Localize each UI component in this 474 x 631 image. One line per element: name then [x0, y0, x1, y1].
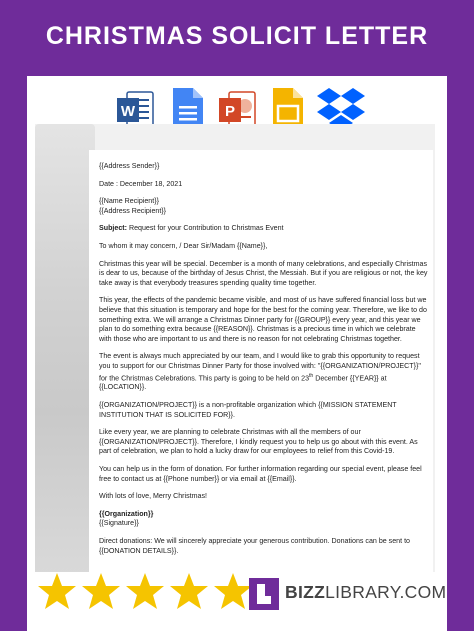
- paragraph-6: You can help us in the form of donation. For further information regarding our special event, please feel free to contact us at {{Phone number}} or via email at {{Email}}.: [99, 465, 422, 483]
- paragraph-3-end: December {{YEAR}} at {{LOCATION}}.: [99, 373, 387, 392]
- paragraph-7: Direct donations: We will sincerely appreciate your generous contribution. Donations can be sent to {{DONATION DETAILS}}.: [99, 536, 410, 555]
- star-icon: [213, 571, 253, 611]
- subject-line: [99, 224, 429, 234]
- subject-label: Subject:: [99, 224, 127, 233]
- paragraph-3-start: The event is always much appreciated by our team, and I would like to grab this opportunity to request you to support for our Christmas Dinner Party for those involved with: "{{ORGANIZATION/PROJECT}}" for the Christmas Celebrations. This party is going to be held on 23: [99, 352, 421, 382]
- paragraph-4: {{ORGANIZATION/PROJECT}} is a non-profitable organization which {{MISSION STATEMENT INSTITUTION THAT IS SOLICITED FOR}}.: [99, 401, 397, 419]
- page-title: CHRISTMAS SOLICIT LETTER: [45, 22, 429, 50]
- svg-text:P: P: [224, 103, 236, 120]
- organization-signature: [99, 510, 429, 520]
- logo-text: [285, 582, 446, 603]
- subject-text: Request for your Contribution to Christmas Event: [126, 224, 284, 233]
- bizzlibrary-logo-icon: [249, 578, 279, 610]
- signature: {{Signature}}: [99, 519, 139, 528]
- header-banner: [0, 0, 474, 76]
- logo-text-rest: LIBRARY.COM: [325, 582, 447, 602]
- star-icon: [37, 571, 77, 611]
- letter-date: Date : December 18, 2021: [99, 179, 183, 188]
- letter-body: [99, 162, 429, 564]
- paragraph-1: Christmas this year will be special. December is a month of many celebrations, and especially Christmas is dear to us, because of the birthday of Jesus Christ, the Messiah. But if you are religious or not, the key take away is that everybody treasures spending quality time together.: [99, 259, 428, 287]
- star-icon: [125, 571, 165, 611]
- ordinal-suffix: th: [309, 372, 314, 379]
- footer-bar: [27, 572, 447, 631]
- paragraph-5: Like every year, we are planning to celebrate Christmas with all the members of our {{ORGANIZATION/PROJECT}}. Therefore, I kindly request you to help us go about with this event. As part of celebration, we plan to hold a lucky draw for our employees to relief from this Covid-19.: [99, 428, 418, 456]
- santa-illustration: [35, 124, 95, 604]
- salutation: To whom it may concern, / Dear Sir/Madam {{Name}},: [99, 241, 268, 250]
- bizzlibrary-logo[interactable]: [249, 576, 447, 616]
- closing: With lots of love, Merry Christmas!: [99, 492, 208, 501]
- address-recipient: {{Address Recipient}}: [99, 206, 167, 215]
- star-icon: [81, 571, 121, 611]
- organization-name: {{Organization}}: [99, 509, 154, 518]
- paragraph-2: This year, the effects of the pandemic became visible, and most of us have suffered financial loss but we believe that this situation is temporary and hope for the best for the coming year. Therefore, we like to do something extra. We will arrange a Christmas Dinner party for {{GROUP}} every year, and this year we plan to do something extra because {{REASON}}. Christmas is a precious time in which we celebrate with those who are important to us and there is no reason for not celebrating Christmas together.: [99, 296, 427, 343]
- document-preview: [27, 76, 447, 615]
- name-recipient: {{Name Recipient}}: [99, 197, 159, 206]
- logo-text-bold: BIZZ: [285, 582, 326, 602]
- svg-text:W: W: [120, 103, 136, 120]
- star-icon: [169, 571, 209, 611]
- paragraph-3: [99, 352, 429, 393]
- address-sender: {{Address Sender}}: [99, 162, 160, 170]
